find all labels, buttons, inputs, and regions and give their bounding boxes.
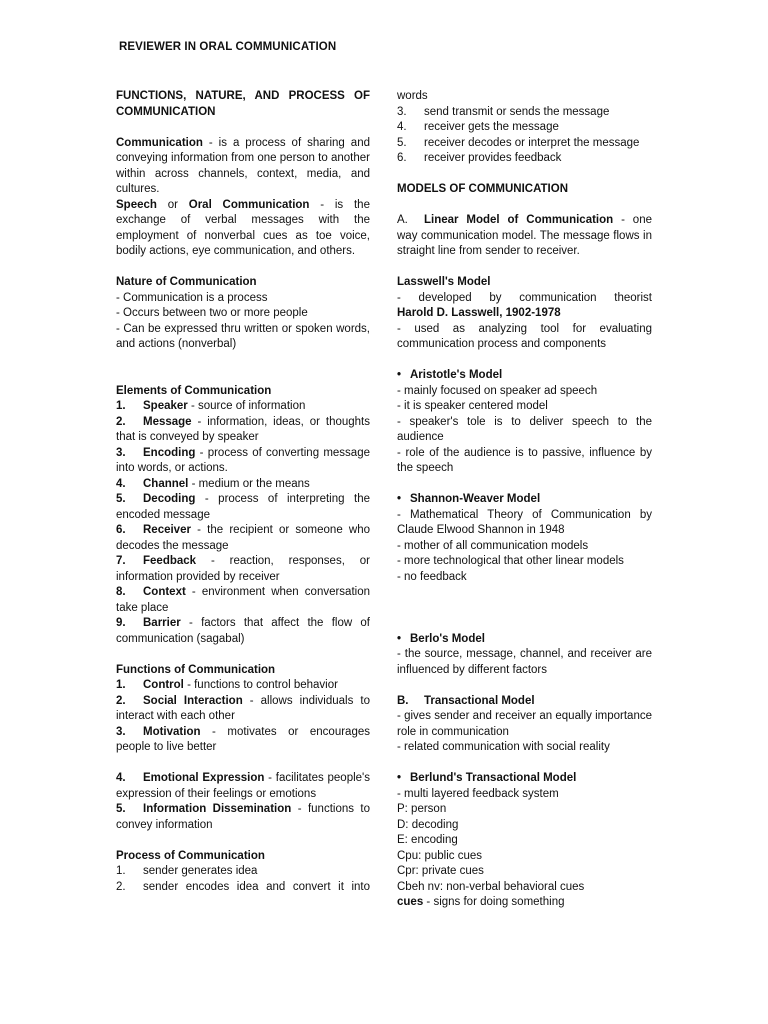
process-heading: Process of Communication (116, 849, 265, 862)
lasswell-name: Harold D. Lasswell, 1902-1978 (397, 307, 561, 319)
aristotle-item: - speaker's tole is to deliver speech to the audience (397, 415, 652, 443)
function-item: 5. Information Dissemination - functions to convey information (116, 803, 370, 831)
document-title: REVIEWER IN ORAL COMMUNICATION (119, 41, 337, 53)
speech-or: or (156, 198, 189, 211)
aristotle-heading: • Aristotle's Model (397, 368, 652, 384)
process-item: 5. receiver decodes or interpret the message (397, 136, 640, 149)
aristotle-item: - it is speaker centered model (397, 400, 548, 412)
berlund-heading: • Berlund's Transactional Model (397, 771, 652, 787)
element-item: 6. Receiver - the recipient or someone who decodes the message (116, 524, 370, 552)
transactional-item: - gives sender and receiver an equally importance role in communication (397, 710, 652, 738)
element-item: 9. Barrier - factors that affect the flow of communication (sagabal) (116, 617, 370, 645)
berlund-item: Cbeh nv: non-verbal behavioral cues (397, 880, 585, 893)
linear-model: A. Linear Model of Communication - one way communication model. The message flows in straight line from sender to receiver. (397, 214, 652, 257)
berlo-heading: • Berlo's Model (397, 632, 652, 648)
lasswell-item: - used as analyzing tool for evaluating communication process and components (397, 322, 652, 350)
bullet-icon: • (397, 772, 402, 784)
berlund-item: D: decoding (397, 818, 459, 831)
nature-item: - Occurs between two or more people (116, 307, 308, 319)
element-item: 3. Encoding - process of converting message into words, or actions. (116, 446, 370, 474)
berlund-item: P: person (397, 803, 447, 815)
speech-term: Speech (116, 198, 157, 211)
shannon-item: - Mathematical Theory of Communication by Claude Elwood Shannon in 1948 (397, 508, 652, 536)
process-item: 2. sender encodes idea and convert it into (116, 880, 370, 893)
element-item: 7. Feedback - reaction, responses, or information provided by receiver (116, 555, 370, 583)
section-heading-line-1: FUNCTIONS, NATURE, AND PROCESS OF (116, 90, 370, 102)
functions-heading: Functions of Communication (116, 663, 276, 676)
function-item: 3. Motivation - motivates or encourages people to live better (116, 725, 370, 753)
process-item: 6. receiver provides feedback (397, 152, 562, 164)
oral-communication-term: Oral Communication (188, 198, 310, 211)
section-heading-line-2: COMMUNICATION (116, 105, 216, 118)
process-item: 3. send transmit or sends the message (397, 105, 610, 118)
berlund-item: E: encoding (397, 834, 458, 846)
communication-definition (116, 136, 370, 198)
communication-definition-text: - is a process of sharing and conveying information from one person to another within across channels, context, media, and cultures. (116, 136, 370, 195)
element-item: 5. Decoding - process of interpreting the encoded message (116, 493, 370, 521)
speech-definition-text: - is the exchange of verbal messages with the employment of nonverbal cues as toe voice, bodily actions, eye communication, and others. (116, 198, 370, 257)
function-item: 2. Social Interaction - allows individuals to interact with each other (116, 694, 370, 722)
element-item: 8. Context - environment when conversation take place (116, 586, 370, 614)
elements-heading: Elements of Communication (116, 384, 272, 397)
aristotle-item: - role of the audience is to passive, influence by the speech (397, 446, 652, 474)
element-item: 2. Message - information, ideas, or thoughts that is conveyed by speaker (116, 415, 370, 443)
cues-definition: cues - signs for doing something (397, 896, 565, 908)
models-heading: MODELS OF COMMUNICATION (397, 183, 568, 195)
berlund-item: Cpu: public cues (397, 849, 483, 862)
function-item: 1. Control - functions to control behavior (116, 679, 338, 691)
shannon-item: - more technological that other linear models (397, 555, 624, 567)
nature-item: - Communication is a process (116, 291, 268, 304)
bullet-icon: • (397, 493, 402, 505)
shannon-heading: • Shannon-Weaver Model (397, 492, 652, 508)
lasswell-heading: Lasswell's Model (397, 276, 491, 288)
element-item: 4. Channel - medium or the means (116, 477, 310, 490)
berlund-item: Cpr: private cues (397, 865, 484, 877)
lasswell-item: - developed by communication theorist (397, 291, 652, 304)
right-column (397, 89, 652, 911)
shannon-item: - mother of all communication models (397, 539, 589, 552)
nature-heading: Nature of Communication (116, 276, 257, 288)
element-item: 1. Speaker - source of information (116, 400, 306, 412)
process-item: 1. sender generates idea (116, 865, 258, 877)
transactional-item: - related communication with social reality (397, 741, 610, 753)
aristotle-item: - mainly focused on speaker ad speech (397, 384, 598, 397)
left-column (116, 89, 370, 895)
berlund-item: - multi layered feedback system (397, 787, 559, 800)
berlo-item: - the source, message, channel, and receiver are influenced by different factors (397, 648, 652, 676)
process-continuation: words (397, 90, 428, 102)
transactional-heading: B. Transactional Model (397, 694, 535, 707)
function-item: 4. Emotional Expression - facilitates people's expression of their feelings or emotions (116, 772, 370, 800)
speech-definition (116, 198, 370, 260)
shannon-item: - no feedback (397, 570, 467, 583)
nature-item: - Can be expressed thru written or spoken words, and actions (nonverbal) (116, 322, 370, 350)
bullet-icon: • (397, 632, 402, 645)
bullet-icon: • (397, 369, 402, 381)
communication-term: Communication (116, 136, 203, 149)
process-item: 4. receiver gets the message (397, 121, 559, 133)
